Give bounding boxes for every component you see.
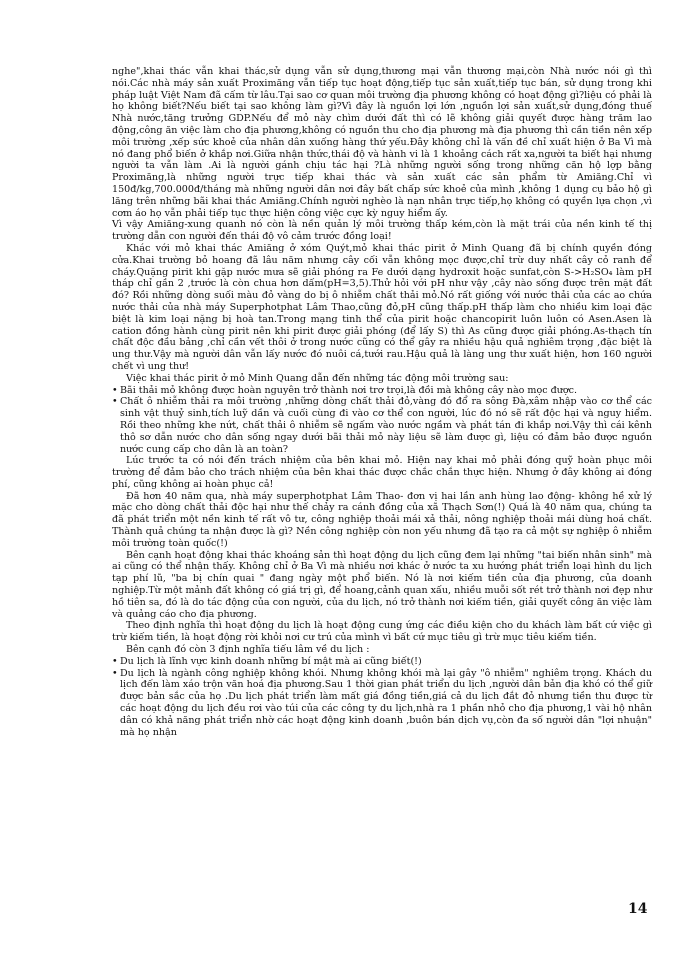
paragraph: nghe",khai thác vẫn khai thác,sử dụng vẫn sử dụng,thương mại vẫn thương mại,còn Nhà nước nói gì thì nói.Các nhà máy sản xuất Proximăng vẫn tiếp tục hoạt động,tiếp tục sản xuất,tiếp tục bán, sử dụng trong khi pháp luật Việt Nam đã cấm từ lâu.Tại sao cơ quan môi trường địa phương không có hoạt động gì?liệu có phải là họ không biết?Nếu biết tại sao không làm gì?Vì đây là nguồn lợi lớn ,nguồn lợi sản xuất,sử dụng,đóng thuế Nhà nước,tăng trưởng GDP.Nếu để mỏ này chìm dưới đất thì có lẽ không giải quyết được hàng trăm lao động,công ăn việc làm cho địa phương,không có nguồn thu cho địa phương mà địa phương thì cần tiền nên xếp môi trường ,xếp sức khoẻ của nhân dân xuống hàng thứ yếu.Đây không chỉ là vấn đề chỉ xuất hiện ở Ba Vì mà nó đang phổ biến ở khắp nơi.Giữa nhận thức,thái độ và hành vi là 1 khoảng cách rất xa,người ta biết hại nhưng người ta vẫn làm .Ai là người gánh chịu tác hại ?Là những người sống trong những căn hộ lợp bằng Proximăng,là những người trực tiếp khai thác và sản xuất các sản phẩm từ Amiăng.Chỉ vì 150đ/kg,700.000đ/tháng mà những người dân nơi đây bất chấp sức khoẻ của mình ,không 1 dụng cụ bảo hộ gì lăng trên những bãi khai thác Amiăng.Chính người nghèo là nạn nhân trực tiếp,họ không có quyền lựa chọn ,vì cơm áo họ vẫn phải tiếp tục thực hiện công việc cực kỳ nguy hiểm ấy. — [112, 66, 652, 219]
paragraph: Khác với mỏ khai thác Amiăng ở xóm Quýt,mỏ khai thác pirit ở Minh Quang đã bị chính quyền đóng cửa.Khai trường bỏ hoang đã lâu năm nhưng cây cối vẫn không mọc được,chỉ trừ duy nhất cây cỏ ranh để cháy.Quặng pirit khi gặp nước mưa sẽ giải phóng ra Fe dưới dạng hydroxit hoặc sunfat,còn S->H₂SO₄ làm pH tháp chỉ gần 2 ,trước là còn chua hơn dấm(pH=3,5).Thử hỏi với pH như vậy ,cây nào sống được trên mặt đất đó? Rồi những dòng suối màu đỏ vàng do bị ô nhiễm chất thải mỏ.Nó rất giống với nước thải của các ao chứa nước thải của nhà máy Superphotphat Lâm Thao,cũng đỏ,pH cũng thấp.pH thấp làm cho nhiều kim loại đặc biệt là kim loại nặng bị hoà tan.Trong mạng tinh thể của pirit hoặc chancopirit luôn luôn có Asen.Asen là cation đồng hành cùng pirit nên khi pirit được giải phóng (để lấy S) thì As cũng được giải phóng.As-thạch tín chất độc đầu bảng ,chỉ cần vết thôi ở trong nước cũng có thể gây ra nhiều hậu quả nghiêm trọng ,đặc biệt là ung thư.Vậy mà người dân vẫn lấy nước đó nuôi cá,tưới rau.Hậu quả là làng ung thư xuất hiện, hơn 160 người chết vì ung thư! — [112, 242, 652, 372]
paragraph: Vì vậy Amiăng-xung quanh nó còn là nền quản lý môi trường thấp kém,còn là mặt trái của nền kinh tế thị trường dẫn con người đến thái độ vô cảm trước đồng loại! — [112, 219, 652, 243]
paragraph: Bên cạnh hoạt động khai thác khoáng sản thì hoạt động du lịch cũng đem lại những "tai biến nhân sinh" mà ai cũng có thể nhận thấy. Không chỉ ở Ba Vì mà nhiều nơi khác ở nước ta xu hướng phát triển loại hình du lịch tạp phí lũ, "ba bị chín quai " đang ngày một phổ biến. Nó là nơi kiếm tiền của địa phương, của doanh nghiệp.Từ một mảnh đất không có giá trị gì, để hoang,cảnh quan xấu, nhiều muỗi sốt rét trở thành nơi đẹp như hồ tiên sa, đó là do tác động của con người, của du lịch, nó trở thành nơi kiếm tiền, giải quyết công ăn việc làm và quảng cáo cho địa phương. — [112, 549, 652, 620]
list-item-text: Chất ô nhiễm thải ra môi trường ,những dòng chất thải đỏ,vàng đó đổ ra sông Đà,xâm nhập vào cơ thể các sinh vật thuỷ sinh,tích luỹ dần và cuối cùng đi vào cơ thể con người, lúc đó nó sẽ rất độc hại và nguy hiểm. Rồi theo những khe nứt, chất thải ô nhiễm sẽ ngấm vào nước ngầm và phát tán đi khắp nơi.Vậy thì cái kênh thô sơ dẫn nước cho dân sống ngay dưới bãi thải mỏ này liệu sẽ làm được gì, liệu có đảm bảo được nguồn nước cung cấp cho dân là an toàn? — [120, 396, 652, 455]
list-item-text: Bãi thải mỏ không được hoàn nguyên trở thành nơi trơ trọi,là đồi mà không cây nào mọc được. — [120, 384, 577, 396]
bullet-icon: • — [112, 667, 118, 679]
paragraph: Lúc trước ta có nói đến trách nhiệm của bên khai mỏ. Hiện nay khai mỏ phải đóng quỹ hoàn phục môi trường để đảm bảo cho trách nhiệm của bên khai thác được chắc chắn thực hiện. Nhưng ở đây không ai đóng phí, cũng không ai hoàn phục cả! — [112, 455, 652, 490]
bullet-icon: • — [112, 655, 118, 667]
list-item — [112, 668, 652, 739]
list-item-text: Du lịch là ngành công nghiệp không khói. Nhưng không khói mà lại gây "ô nhiễm" nghiêm trọng. Khách du lịch đến làm xáo trộn văn hoá địa phương.Sau 1 thời gian phát triển du lịch ,người dân bản địa khó có thể giữ được bản sắc của họ .Du lịch phát triển làm mất giá đồng tiền,giá cả du lịch đắt đỏ nhưng tiền thu được từ các hoạt động du lịch đều rơi vào túi của các công ty du lịch,nhà ra 1 phần nhỏ cho địa phương,1 vài hộ nhân dân có khả năng phát triển nhờ các hoạt động kinh doanh ,buôn bán dịch vụ,còn đa số người dân "lợi nhuận" mà họ nhận — [120, 667, 652, 738]
paragraph: Đã hơn 40 năm qua, nhà máy superphotphat Lâm Thao- đơn vị hai lần anh hùng lao động- không hề xử lý mặc cho dòng chất thải độc hại như thế chảy ra cánh đồng của xã Thạch Sơn(!) Quá là 40 năm qua, chúng ta đã phát triển một nền kinh tế rất vô tư, công nghiệp thoải mái xả thải, nông nghiệp thoải mái dùng hoá chất. Thành quả chúng ta nhận được là gì? Nền công nghiệp còn non yếu nhưng đã tạo ra cả một sự nghiệp ô nhiễm môi trường toàn quốc(!) — [112, 490, 652, 549]
paragraph: Theo định nghĩa thì hoạt động du lịch là hoạt động cung ứng các điều kiện cho du khách làm bất cứ việc gì trừ kiếm tiền, là hoạt động rời khỏi nơi cư trú của mình vì bất cứ mục tiêu gì trừ mục tiêu kiếm tiền. — [112, 620, 652, 644]
list-item — [112, 656, 652, 668]
list-item — [112, 396, 652, 455]
bullet-icon: • — [112, 396, 118, 408]
list-item — [112, 385, 652, 397]
list-item-text: Du lịch là lĩnh vực kinh doanh những bí mật mà ai cũng biết(!) — [120, 655, 422, 667]
bullet-icon: • — [112, 384, 118, 396]
paragraph: Bên cạnh đó còn 3 định nghĩa tiếu lâm về du lịch : — [126, 644, 370, 656]
paragraph: Việc khai thác pirit ở mỏ Minh Quang dẫn đến những tác động môi trường sau: — [126, 372, 509, 384]
page-number: 14 — [628, 901, 648, 917]
body-text — [112, 66, 652, 738]
